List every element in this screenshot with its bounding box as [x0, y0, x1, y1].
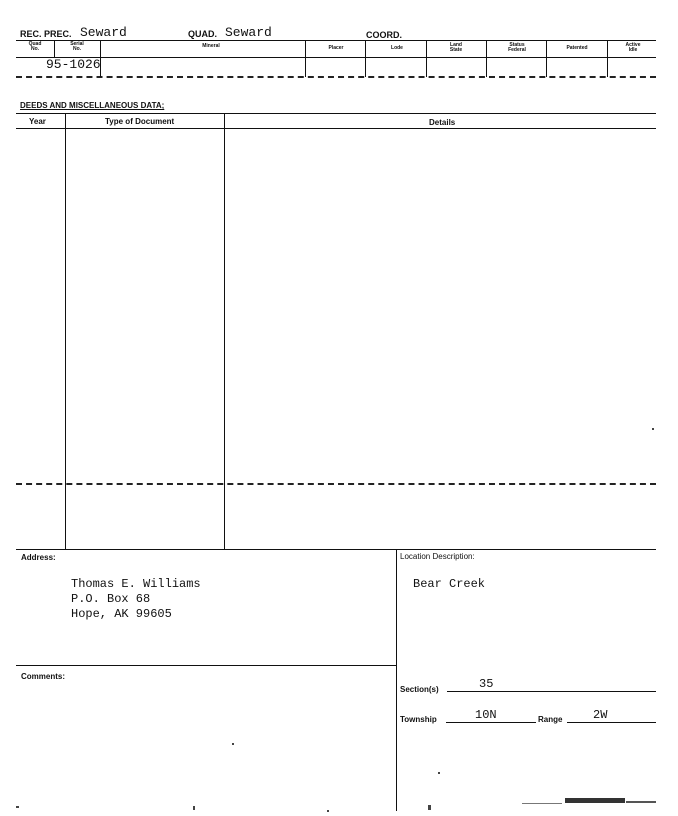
section-value: 35: [479, 677, 494, 691]
col-details: Details: [429, 118, 456, 127]
divider-status: [546, 41, 547, 77]
divider-mineral: [305, 41, 306, 77]
section-line: [447, 691, 656, 692]
col-land-state: Land State: [449, 42, 463, 53]
comments-label: Comments:: [21, 672, 66, 681]
deeds-top-rule: [16, 113, 656, 114]
quad-label: QUAD.: [188, 29, 217, 39]
divider-patented: [607, 41, 608, 77]
township-value: 10N: [475, 708, 497, 722]
quad-serial-value: 95-1026: [46, 57, 101, 72]
address-label: Address:: [21, 553, 56, 562]
rec-prec-value: Seward: [80, 25, 127, 40]
deeds-section-title: DEEDS AND MISCELLANEOUS DATA;: [20, 101, 165, 110]
location-description-label: Location Description:: [400, 552, 475, 561]
scan-speck: [232, 743, 234, 745]
header-rule: [16, 40, 656, 41]
quad-value: Seward: [225, 25, 272, 40]
scan-speck: [438, 772, 440, 774]
deeds-dashed-rule: [16, 483, 656, 485]
address-line-2: P.O. Box 68: [71, 592, 151, 606]
scan-smudge: [522, 803, 562, 804]
divider-land: [486, 41, 487, 77]
address-bottom-rule: [16, 665, 396, 666]
rec-prec-label: REC. PREC.: [20, 29, 72, 39]
col-serial-no: Serial No.: [70, 41, 84, 52]
col-patented: Patented: [566, 45, 588, 51]
divider-placer: [365, 41, 366, 77]
coord-label: COORD.: [366, 30, 402, 40]
scan-speck: [16, 806, 19, 808]
address-line-3: Hope, AK 99605: [71, 607, 172, 621]
col-year: Year: [29, 117, 46, 126]
scan-speck: [327, 810, 329, 812]
deeds-bottom-rule: [16, 549, 656, 550]
divider-quad: [54, 41, 55, 57]
col-type-of-document: Type of Document: [105, 117, 175, 126]
section-label: Section(s): [400, 685, 439, 694]
township-label: Township: [400, 715, 437, 724]
deeds-header-rule: [16, 128, 656, 129]
col-mineral: Mineral: [202, 43, 220, 49]
address-line-1: Thomas E. Williams: [71, 577, 201, 591]
col-quad-no: Quad No.: [28, 41, 42, 52]
col-placer: Placer: [328, 45, 344, 51]
divider-lode: [426, 41, 427, 77]
range-value: 2W: [593, 708, 608, 722]
scan-speck: [428, 805, 431, 810]
township-line: [446, 722, 536, 723]
scan-speck: [193, 806, 195, 810]
range-line: [567, 722, 656, 723]
location-description-value: Bear Creek: [413, 577, 486, 591]
col-lode: Lode: [391, 45, 403, 51]
col-active-idle: Active Idle: [625, 42, 641, 53]
scan-speck: [652, 428, 654, 430]
address-location-divider: [396, 549, 397, 811]
col-status-federal: Status Federal: [508, 42, 526, 53]
top-table-row-rule: [16, 57, 656, 58]
scan-smudge: [565, 798, 625, 803]
scan-smudge: [626, 801, 656, 803]
range-label: Range: [538, 715, 563, 724]
top-table-dashed-rule: [16, 76, 656, 78]
